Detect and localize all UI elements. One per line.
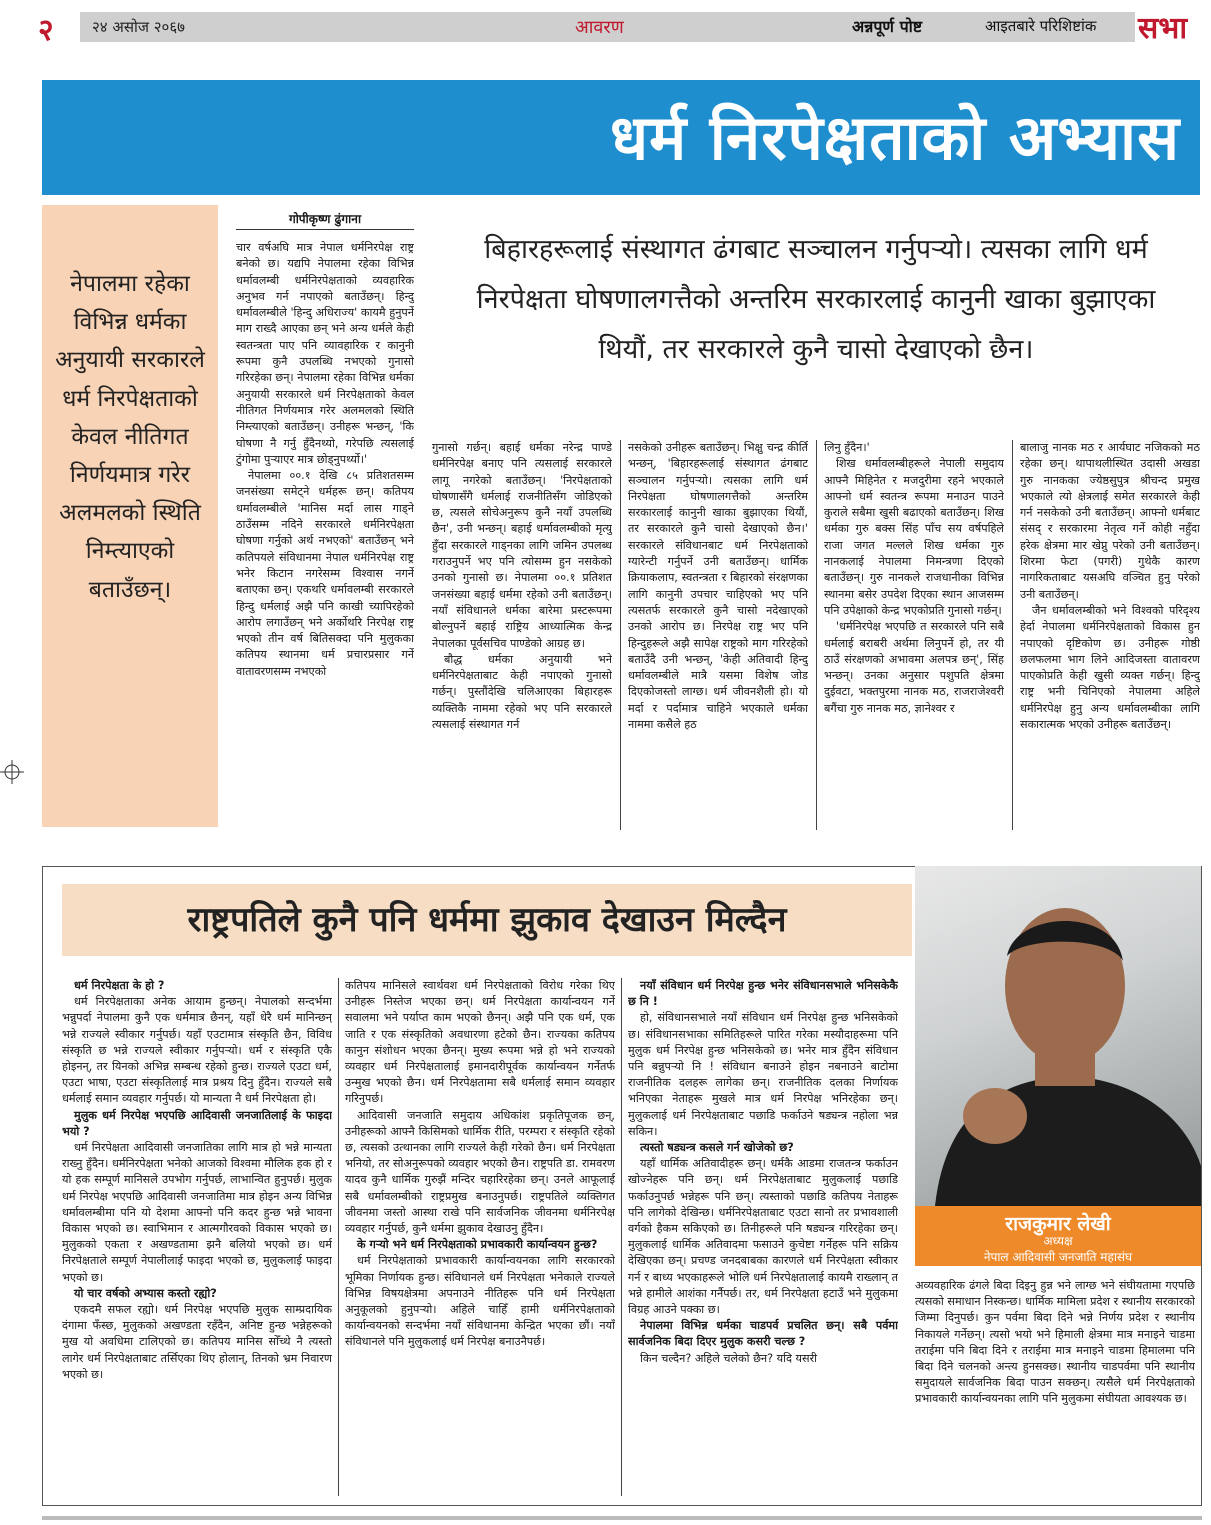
question: यो चार वर्षको अभ्यास कस्तो रह्यो?	[74, 1286, 217, 1300]
main-headline: धर्म निरपेक्षताको अभ्यास	[609, 101, 1180, 174]
paragraph: बौद्ध धर्मका अनुयायी भने धर्मनिरपेक्षताबाट केही नपाएको गुनासो गर्छन्। पुस्तौंदेखि चलिआएका बिहारहरू व्यक्तिकै नाममा रहेको भए पनि सरकारले त्यसलाई संस्थागत गर्न	[432, 652, 612, 732]
highlight-quote: बिहारहरूलाई संस्थागत ढंगबाट सञ्चालन गर्नुपर्‍यो। त्यसका लागि धर्म निरपेक्षता घोषणालगत्तैको अन्तरिम सरकारलाई कानुनी खाका बुझाएका थियौं, तर सरकारले कुनै चासो देखाएको छैन।	[476, 234, 1156, 365]
sabha-logo: सभा	[1138, 11, 1188, 46]
answer: हो, संविधानसभाले नयाँ संविधान धर्म निरपेक्ष हुन्छ भनिसकेको छ। संविधानसभाका समितिहरूले पारित गरेका मस्यौदाहरूमा पनि मुलुक धर्म निरपेक्ष हुन्छ भनिसकेको छ। भनेर मात्र हुँदैन संविधान पनि बन्नुपर्‍यो नि ! संविधान बनाउने होइन नबनाउने बाटोमा राजनीतिक दलहरू लागेका छन्। राजनीतिक दलका निर्णायक भनिएका नेताहरू मुखले मात्र धर्म निरपेक्ष भनिरहेका छन्। मुलुकलाई धर्म निरपेक्षताबाट पछाडि फर्काउने षड्यन्त्र नहोला भन्न सकिन।	[628, 1011, 898, 1138]
question: त्यस्तो षड्यन्त्र कसले गर्न खोजेको छ?	[640, 1141, 794, 1155]
answer: आदिवासी जनजाति समुदाय अधिकांश प्रकृतिपूजक छन्, उनीहरूको आफ्नै किसिमको धार्मिक रीति, परम्परा र संस्कृति रहेको छ, त्यसको उत्थानका लागि राज्यले केही गरेको छैन। धर्म निरपेक्षता भनियो, तर सोअनुरूपको व्यवहार भएको छैन। राष्ट्रपति डा. रामवरण यादव कुनै धार्मिक गुरुझैं मन्दिर चहारिरहेका छन्। उनले आफूलाई सबै धर्मावलम्बीको राष्ट्रप्रमुख बनाउनुपर्छ। राष्ट्रपतिले व्यक्तिगत जीवनमा जस्तो आस्था राखे पनि सार्वजनिक जीवनमा धर्मनिरपेक्ष व्यवहार गर्नुपर्छ, कुनै धर्ममा झुकाव देखाउनु हुँदैन।	[345, 1108, 615, 1236]
column-divider	[621, 978, 622, 1496]
crosshair-icon	[0, 760, 24, 784]
article-column-4	[824, 440, 1004, 830]
question: के गर्‍यो भने धर्म निरपेक्षताको प्रभावकारी कार्यान्वयन हुन्छ?	[357, 1238, 598, 1252]
column-divider	[620, 440, 621, 830]
article-column-5	[1020, 440, 1200, 830]
question: नयाँ संविधान धर्म निरपेक्ष हुन्छ भनेर संविधानसभाले भनिसकेकै छ नि !	[628, 979, 898, 1009]
question: धर्म निरपेक्षता के हो ?	[74, 979, 165, 992]
paragraph: नेपालमा ००.१ देखि ८५ प्रतिशतसम्म जनसंख्या समेट्ने धर्महरू छन्। कतिपय धर्मावलम्बीले 'मानिस मर्दा लास गाड्ने ठाउँसम्म नदिने सरकारले धर्मनिरपेक्षता घोषणा गर्नुको अर्थ नभएको' बताउँछन् भने कतिपयले संविधानमा नेपाल धर्मनिरपेक्ष राष्ट्र भनेर किटान नगरेसम्म विश्वास नगर्ने बताएका छन्। एकथरि धर्मावलम्बी सरकारले हिन्दु धर्मलाई अझै पनि काखी च्यापिरहेको आरोप लगाउँछन् भने अर्कोथरि निरपेक्ष राष्ट्र भएको तीन वर्ष बितिसक्दा पनि मुलुकका कतिपय स्थानमा धर्म प्रचारप्रसार गर्ने वातावरणसम्म नभएको	[236, 469, 414, 678]
person-silhouette-icon	[915, 866, 1201, 1206]
supplement-name: आइतबारे परिशिष्टांक	[985, 17, 1097, 35]
interview-column-2	[345, 978, 615, 1496]
paragraph: 'धर्मनिरपेक्ष भएपछि त सरकारले पनि सबै धर्मलाई बराबरी अर्थमा लिनुपर्ने हो, तर यी ठाउँ संरक्षणको अभावमा अलपत्र छन्', सिंह भन्छन्। उनका अनुसार पशुपति क्षेत्रमा दुईवटा, भक्तपुरमा नानक मठ, राजराजेश्वरी बगैंचा गुरु नानक मठ, ज्ञानेश्वर र	[824, 620, 1004, 715]
answer: कतिपय मानिसले स्वार्थवश धर्म निरपेक्षताको विरोध गरेका थिए उनीहरू निस्तेज भएका छन्। धर्म निरपेक्षता कार्यान्वयन गर्ने सवालमा भने पर्याप्त काम भएको छैनन्। अझै पनि एक धर्म, एक जाति र एक संस्कृतिको अवधारणा हटेको छैन। राज्यका कतिपय कानुन संशोधन भएका छैनन्। मुख्य रूपमा भन्ने हो भने राज्यको व्यवहार धर्म निरपेक्षतालाई इमानदारीपूर्वक कार्यान्वयन गर्नेतर्फ उन्मुख भएको छैन। धर्म निरपेक्षतामा सबै धर्मलाई समान व्यवहार गरिनुपर्छ।	[345, 979, 615, 1106]
paragraph: शिख धर्मावलम्बीहरूले नेपाली समुदाय आफ्नै मिहिनेत र मजदुरीमा रहने भएकाले आफ्नो धर्म स्वतन्त्र रूपमा मनाउन पाउने कुराले सबैमा खुसी बढाएको बताउँछन्। शिख धर्मका गुरु बक्स सिंह पाँच सय वर्षपहिले राजा जगत मल्लले शिख धर्मका गुरु नानकलाई नेपालमा निमन्त्रणा दिएको बताउँछन्। गुरु नानकले राजधानीका विभिन्न स्थानमा बसेर उपदेश दिएका स्थान आजसम्म पनि उपेक्षाको केन्द्र भएकोप्रति गुनासो गर्छन्।	[824, 457, 1004, 617]
answer: धर्म निरपेक्षता आदिवासी जनजातिका लागि मात्र हो भन्ने मान्यता राख्नु हुँदैन। धर्मनिरपेक्षता भनेको आजको विश्वमा मौलिक हक हो र यो हक सम्पूर्ण मानिसले उपभोग गर्नुपर्छ, लाभान्वित हुनुपर्छ। मुलुक धर्म निरपेक्ष भएपछि आदिवासी जनजातिमा मात्र होइन अन्य विभिन्न धर्मावलम्बीमा पनि यो देशमा आफ्नो पनि कदर हुन्छ भन्ने भावना विकास भएको छ। स्वाभिमान र आत्मगौरवको विकास भएको छ। मुलुकको एकता र अखण्डतामा झनै बलियो भएको छ। धर्म निरपेक्षताले सम्पूर्ण नेपालीलाई फाइदा भएको छ, मुलुकलाई फाइदा भएको छ।	[62, 1141, 332, 1284]
pull-quote-text: नेपालमा रहेका विभिन्न धर्मका अनुयायी सरकारले धर्म निरपेक्षताको केवल नीतिगत निर्णयमात्र गरेर अलमलको स्थिति निम्त्याएको बताउँछन्।	[55, 271, 205, 603]
issue-date: २४ असोज २०६७	[92, 18, 185, 36]
section-label: आवरण	[575, 17, 624, 38]
answer: किन चल्दैन? अहिले चलेको छैन? यदि यसरी	[640, 1351, 818, 1365]
paragraph: लिनु हुँदैन।'	[824, 441, 870, 454]
article-column-3	[628, 440, 808, 830]
question: नेपालमा विभिन्न धर्मका चाडपर्व प्रचलित छन्। सबै पर्वमा सार्वजनिक बिदा दिएर मुलुक कसरी चल्छ ?	[628, 1319, 898, 1349]
answer: एकदमै सफल रह्यो। धर्म निरपेक्ष भएपछि मुलुक साम्प्रदायिक दंगामा फँस्छ, मुलुकको अखण्डता रहँदैन, अनिष्ट हुन्छ भन्नेहरूको मुख यो अवधिमा टालिएको छ। कतिपय मानिस सोँच्थे नै त्यस्तो लागेर धर्म निरपेक्षताबाट तर्सिएका थिए होलान्, तिनको भ्रम निवारण भएको छ।	[62, 1303, 332, 1381]
answer: यहाँ धार्मिक अतिवादीहरू छन्। धर्मकै आडमा राजतन्त्र फर्काउन खोज्नेहरू पनि छन्। धर्म निरपेक्षताबाट मुलुकलाई पछाडि फर्काउनुपर्छ भन्नेहरू पनि छन्। त्यस्ताको पछाडि कतिपय नेताहरू पनि लागेको देखिन्छ। धर्मनिरपेक्षताबाट एउटा सानो तर प्रभावशाली वर्गको हैकम सकिएको छ। तिनीहरूले पनि षड्यन्त्र गरिरहेका छन्। मुलुकलाई धार्मिक अतिवादमा फसाउने कुचेष्टा गर्नेहरू पनि सक्रिय देखिएका छन्। प्रचण्ड जनदबाबका कारणले धर्म निरपेक्षता स्वीकार गर्न र बाध्य भएकाहरूले भोलि धर्म निरपेक्षतालाई कायमै राख्लान् त भन्ने हामीले आशंका गर्नैपर्छ। तर, धर्म निरपेक्षता हटाउँ भने मुलुकमा विग्रह आउने पक्का छ।	[628, 1157, 898, 1317]
column-divider	[816, 440, 817, 830]
interview-column-3	[628, 978, 898, 1496]
interview-column-4	[915, 1278, 1195, 1496]
answer: अव्यवहारिक ढंगले बिदा दिइनु हुन्न भने लाग्छ भने संघीयतामा गएपछि त्यसको समाधान निस्कन्छ। धार्मिक मामिला प्रदेश र स्थानीय सरकारको जिम्मा दिनुपर्छ। कुन पर्वमा बिदा दिने भन्ने निर्णय प्रदेश र स्थानीय निकायले गर्नेछन्। त्यसो भयो भने हिमाली क्षेत्रमा मात्र मनाइने चाडमा तराईमा पनि बिदा दिने र तराईमा मात्र मनाइने चाडमा हिमालमा पनि बिदा दिने चलनको अन्त्य हुनसक्छ। स्थानीय चाडपर्वमा पनि स्थानीय समुदायले सार्वजनिक बिदा पाउन सक्छन्। त्यसैले धर्म निरपेक्षताको प्रभावकारी कार्यान्वयनका लागि पनि मुलुकमा संघीयता आवश्यक छ।	[915, 1279, 1195, 1406]
question: मुलुक धर्म निरपेक्ष भएपछि आदिवासी जनजातिलाई के फाइदा भयो ?	[62, 1108, 332, 1138]
column-divider	[1012, 440, 1013, 830]
article-column-1	[236, 240, 414, 828]
person-role: अध्यक्ष	[1043, 1234, 1073, 1248]
interview-column-1	[62, 978, 332, 1496]
column-divider	[338, 978, 339, 1496]
portrait-photo	[915, 866, 1201, 1206]
byline: गोपीकृष्ण ढुंगाना	[236, 210, 414, 230]
paragraph: बालाजु नानक मठ र आर्यघाट नजिकको मठ रहेका छन्। थापाथलीस्थित उदासी अखडा गुरु नानकका ज्येष्ठसुपुत्र श्रीचन्द प्रमुख भएकाले त्यो क्षेत्रलाई समेत सरकारले केही गर्न नसकेको उनी बताउँछन्। आफ्नो धर्मबाट संसद् र सरकारमा नेतृत्व गर्ने कोही नहुँदा हरेक क्षेत्रमा मार खेप्नु परेको उनी बताउँछन्। शिरमा फेटा (पगरी) गुथेकै कारण नागरिकताबाट यसअघि वञ्चित हुनु परेको उनी बताउँछन्।	[1020, 441, 1200, 601]
paragraph: जैन धर्मावलम्बीको भने विश्वको परिदृश्य हेर्दा नेपालमा धर्मनिरपेक्षताको विकास हुन नपाएको दृष्टिकोण छ। उनीहरू गोष्ठी छलफलमा भाग लिने आदिजस्ता वातावरण पाएकोप्रति केही खुसी व्यक्त गर्छन्। हिन्दु राष्ट्र भनी चिनिएको नेपालमा अहिले धर्मनिरपेक्ष हुनु अन्य धर्मावलम्बीका लागि सकारात्मक भएको उनीहरू बताउँछन्।	[1020, 603, 1200, 732]
page-number: २	[38, 13, 54, 48]
paragraph: गुनासो गर्छन्। बहाई धर्मका नरेन्द्र पाण्डे धर्मनिरपेक्ष बनाए पनि त्यसलाई सरकारले लागू नगरेको बताउँछन्। 'निरपेक्षताको घोषणासँगै धर्मलाई राजनीतिसँग जोडिएको छ, त्यसले सोचेअनुरूप कुनै नयाँ उपलब्धि छैन', उनी भन्छन्। बहाई धर्मावलम्बीको मृत्यु हुँदा सरकारले गाड्नका लागि जमिन उपलब्ध गराउनुपर्ने भए पनि त्योसम्म हुन नसकेको उनको गुनासो छ। नेपालमा ००.१ प्रतिशत जनसंख्या बहाई धर्ममा रहेको उनी बताउँछन्। नयाँ संविधानले धर्मका बारेमा प्रस्टरूपमा बोल्नुपर्ने बहाई राष्ट्रिय आध्यात्मिक केन्द्र नेपालका पूर्वसचिव पाण्डेको आग्रह छ।	[432, 441, 612, 650]
bottom-rule	[42, 1516, 1202, 1520]
answer: धर्म निरपेक्षताका अनेक आयाम हुन्छन्। नेपालको सन्दर्भमा भन्नुपर्दा नेपालमा कुनै एक धर्ममात्र छैनन्, यहाँ धेरै धर्म मानिन्छन् भन्ने राज्यले स्वीकार गर्नुपर्छ। यहाँ एउटामात्र संस्कृति छैन, विविध संस्कृति छ भन्ने राज्यले स्वीकार गर्नुपर्‍यो। धर्म र संस्कृति एकै होइनन्, तर यिनको अभिन्न सम्बन्ध रहेको हुन्छ। राज्यले एउटा धर्म, एउटा भाषा, एउटा संस्कृतिलाई मात्र प्रश्रय दिनु हुँदैन। राज्यले सबै धर्मलाई समान व्यवहार गर्नुपर्छ। यो मान्यता नै धर्म निरपेक्षता हो।	[62, 995, 332, 1106]
answer: धर्म निरपेक्षताको प्रभावकारी कार्यान्वयनका लागि सरकारको भूमिका निर्णायक हुन्छ। संविधानले धर्म निरपेक्षता भनेकाले राज्यले विभिन्न विषयक्षेत्रमा अपनाउने नीतिहरू पनि धर्म निरपेक्षता अनुकूलको हुनुपर्‍यो। अहिले चाहिँ हामी धर्मनिरपेक्षताको कार्यान्वयनको सन्दर्भमा नयाँ संविधानमा केन्द्रित भएका छौं। नयाँ संविधानले पनि मुलुकलाई धर्म निरपेक्ष बनाउनैपर्छ।	[345, 1254, 615, 1349]
paragraph: चार वर्षअघि मात्र नेपाल धर्मनिरपेक्ष राष्ट्र बनेको छ। यद्यपि नेपालमा रहेका विभिन्न धर्मावलम्बी धर्मनिरपेक्षताको व्यवहारिक अनुभव गर्न नपाएको बताउँछन्। हिन्दु धर्मावलम्बीले 'हिन्दु अधिराज्य' कायमै हुनुपर्ने माग राख्दै आएका छन् भने अन्य धर्मले केही स्वतन्त्रता पाए पनि व्यावहारिक र कानुनी रूपमा कुनै उपलब्धि नभएको गुनासो गरिरहेका छन्। नेपालमा रहेका विभिन्न धर्मका अनुयायी सरकारले धर्म निरपेक्षताको केवल नीतिगत निर्णयमात्र गरेर अलमलको स्थिति निम्त्याएको बताउँछन्। उनीहरू भन्छन्, 'कि घोषणा नै गर्नु हुँदैनथ्यो, गरेपछि त्यसलाई टुंगोमा पुऱ्याएर मात्र छोड्नुपर्थ्यो।'	[236, 241, 414, 466]
person-organization: नेपाल आदिवासी जनजाति महासंघ	[983, 1250, 1133, 1264]
person-name: राजकुमार लेखी	[1005, 1213, 1111, 1235]
article-column-2	[432, 440, 612, 830]
publication-name: अन्नपूर्ण पोष्ट	[852, 17, 923, 36]
interview-headline: राष्ट्रपतिले कुनै पनि धर्ममा झुकाव देखाउन मिल्दैन	[187, 900, 787, 940]
paragraph: नसकेको उनीहरू बताउँछन्। भिक्षु चन्द्र कीर्ति भन्छन्, 'बिहारहरूलाई संस्थागत ढंगबाट सञ्चालन गर्नुपऱ्यो। त्यसका लागि धर्म निरपेक्षता घोषणालगत्तैको अन्तरिम सरकारलाई कानुनी खाका बुझाएका थियौं, तर सरकारले कुनै चासो देखाएको छैन।' सरकारले संविधानबाट धर्म निरपेक्षताको ग्यारेन्टी गर्नुपर्ने उनी बताउँछन्। धार्मिक क्रियाकलाप, स्वतन्त्रता र बिहारको संरक्षणका लागि कानुनी उपचार चाहिएको भए पनि त्यसतर्फ सरकारले कुनै चासो नदेखाएको उनको आरोप छ। निरपेक्ष राष्ट्र भए पनि हिन्दुहरूले अझै सापेक्ष राष्ट्रको माग गरिरहेको बताउँदै उनी भन्छन्, 'केही अतिवादी हिन्दु धर्मावलम्बीले मात्रै यसमा विशेष जोड दिएकोजस्तो लाग्छ। धर्म जीवनशैली हो। यो मर्दा र पर्दामात्र चाहिने भएकाले धर्मका नाममा कसैले हठ	[628, 441, 808, 732]
